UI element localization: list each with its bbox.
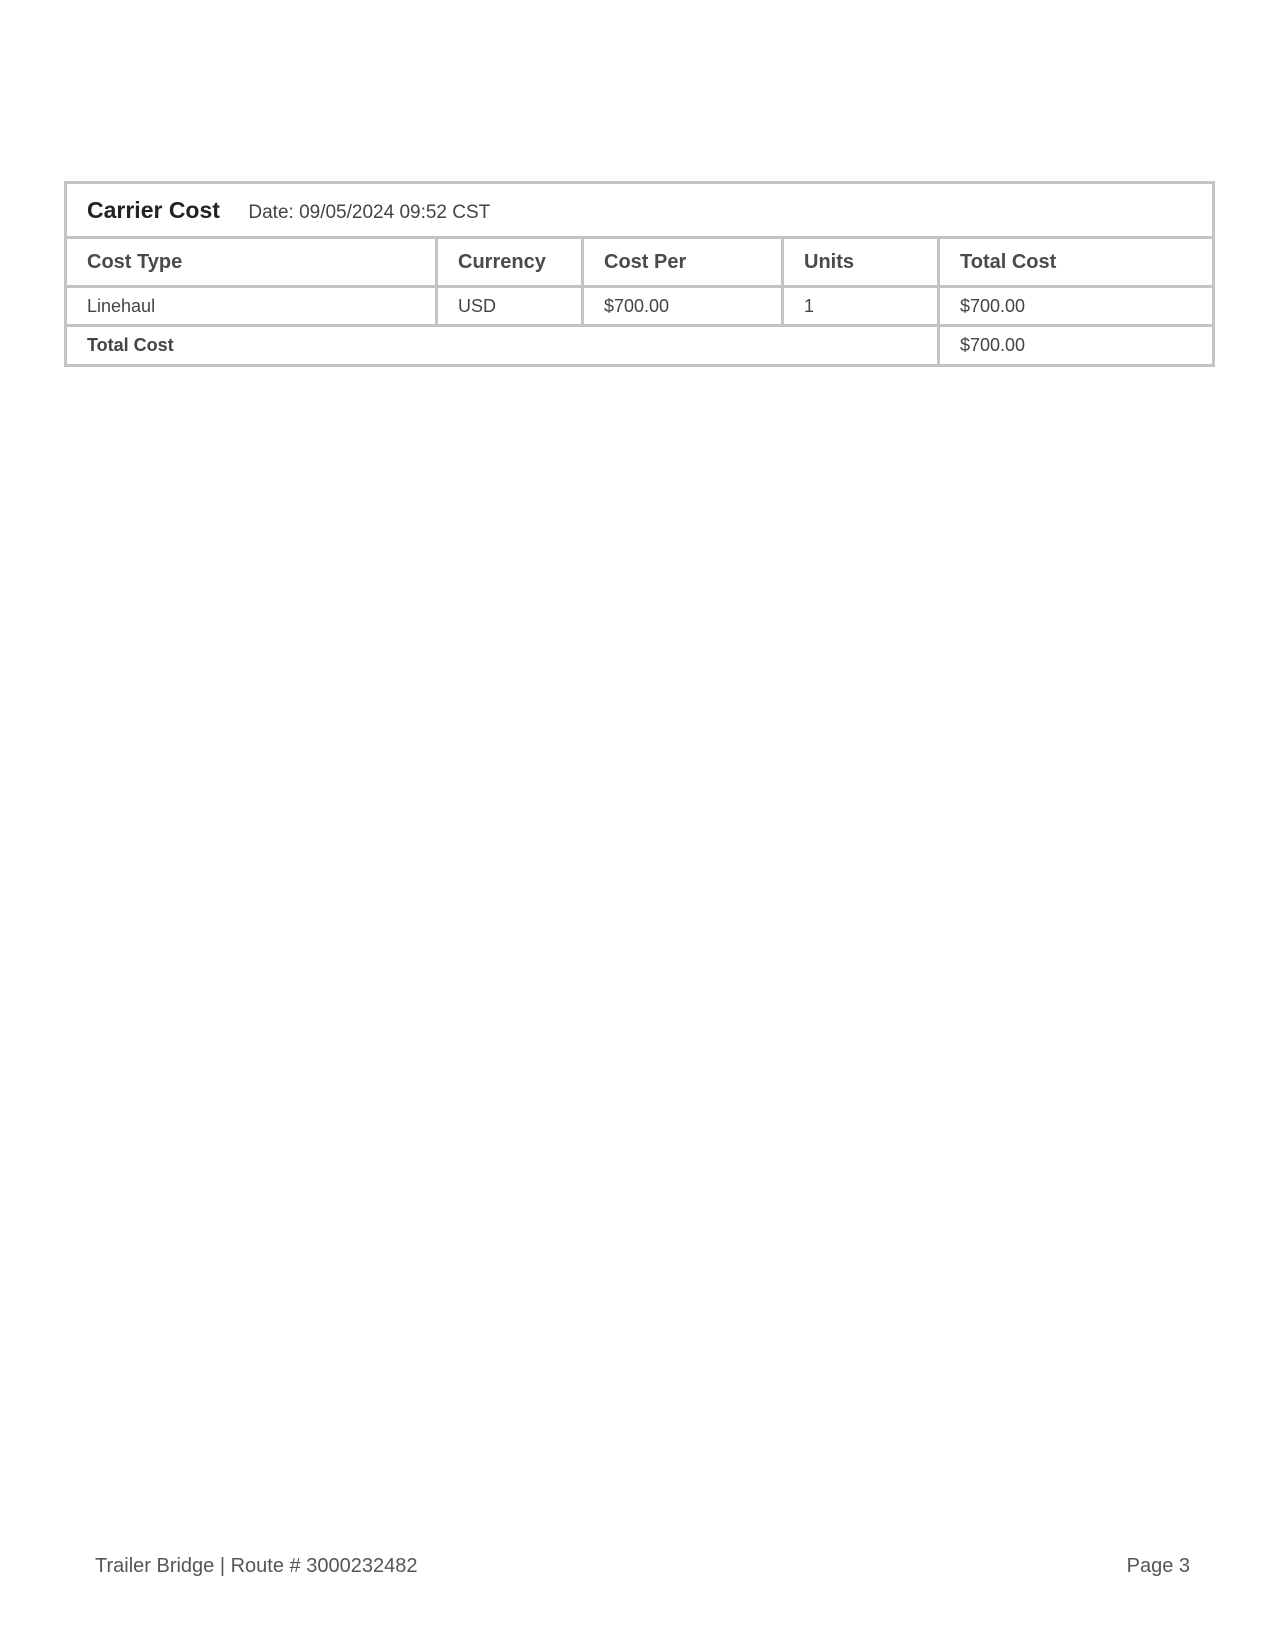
- total-row: [66, 326, 1214, 366]
- total-label: Total Cost: [66, 326, 939, 366]
- table-title-cell: [66, 183, 1214, 238]
- carrier-cost-table: [64, 181, 1215, 367]
- section-title: Carrier Cost: [87, 196, 220, 223]
- header-cost-type: Cost Type: [66, 238, 437, 287]
- header-currency: Currency: [437, 238, 583, 287]
- total-value: $700.00: [939, 326, 1214, 366]
- footer-route-info: Trailer Bridge | Route # 3000232482: [95, 1555, 418, 1577]
- table-title-row: [66, 183, 1214, 238]
- table-header-row: [66, 238, 1214, 287]
- table-row: [66, 287, 1214, 326]
- cell-cost-type: Linehaul: [66, 287, 437, 326]
- header-units: Units: [783, 238, 939, 287]
- footer-page-number: Page 3: [1126, 1555, 1190, 1577]
- cell-total-cost: $700.00: [939, 287, 1214, 326]
- cell-cost-per: $700.00: [583, 287, 783, 326]
- cell-currency: USD: [437, 287, 583, 326]
- header-total-cost: Total Cost: [939, 238, 1214, 287]
- cell-units: 1: [783, 287, 939, 326]
- header-cost-per: Cost Per: [583, 238, 783, 287]
- section-date: Date: 09/05/2024 09:52 CST: [248, 201, 491, 223]
